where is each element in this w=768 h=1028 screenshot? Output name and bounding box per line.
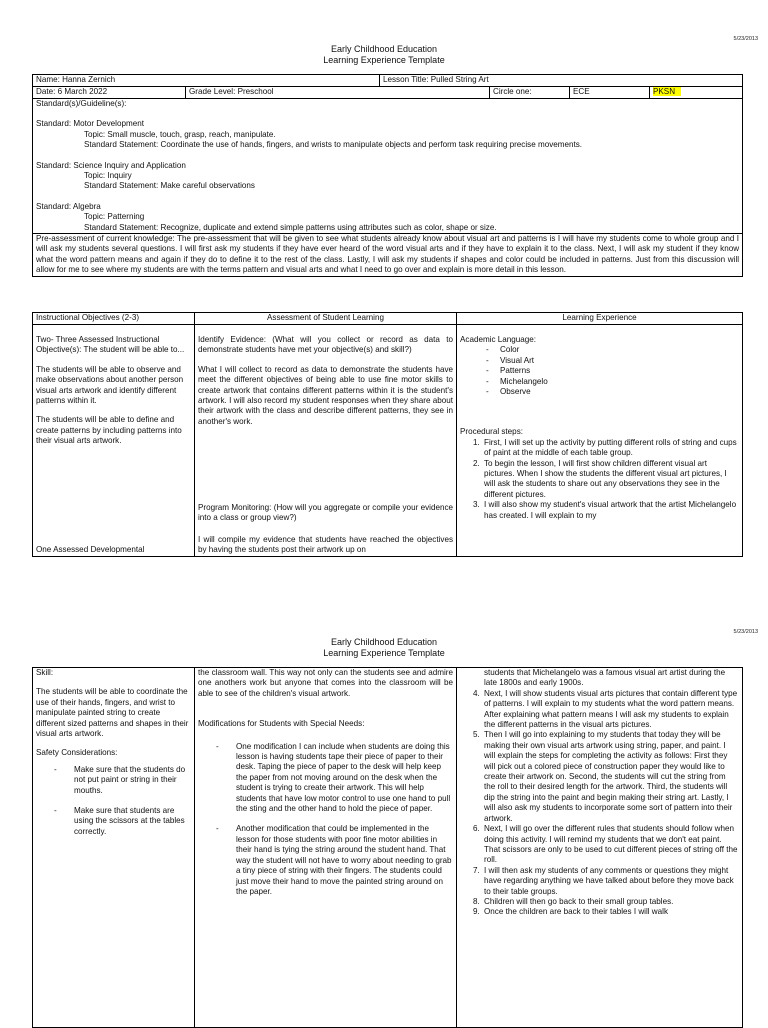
doc-title-line2: Learning Experience Template	[323, 55, 445, 65]
lesson-title-cell: Lesson Title: Pulled String Art	[380, 75, 743, 87]
doc-title-line2: Learning Experience Template	[323, 648, 445, 658]
modifications-heading: Modifications for Students with Special Needs:	[198, 719, 365, 729]
standard-1-statement: Standard Statement: Coordinate the use of hands, fingers, and wrists to manipulate objects and perform task requiring precise movements.	[84, 140, 583, 150]
standard-3: Standard: Algebra	[36, 201, 101, 211]
page-date: 5/23/2013	[733, 36, 758, 42]
doc-title-line1: Early Childhood Education	[330, 44, 438, 54]
skill-cell	[33, 668, 195, 1028]
standards-cell	[33, 99, 743, 234]
name-cell: Name: Hanna Zernich	[33, 75, 380, 87]
evidence-collect: What I will collect to record as data to demonstrate the students have meet the different objectives of being able to use fine motor skills to create artwork that contains different patterns within it is the student's artwork. I will also record my student responses when they share about their artwork with the class and describe different patterns, they see in another's work.	[198, 364, 453, 426]
assessment-continued: the classroom wall. This way not only can the students see and admire one anothers work but anyone that comes into the classroom will be able to see of the children's visual artwork.	[198, 668, 453, 698]
step-item: 6. Next, I will go over the different rules that students should follow when doing this activity. I will remind my students that we don't eat paint. That scissors are only to be used to cut different pieces of string off the roll.	[482, 824, 739, 866]
vocab-list	[460, 345, 739, 397]
modifications-list	[198, 742, 453, 898]
learning-cell-continued	[457, 668, 743, 1028]
objectives-table-continued	[32, 667, 743, 1028]
page-date: 5/23/2013	[733, 629, 758, 635]
step-item: 5. Then I will go into explaining to my students that today they will be making their own visual arts artwork using string, paper, and paint. I will explain the steps for completing the activity as follows: First they will pick out a colored piece of construction paper they would like to create their artwork on. Second, the students will cut the string from the roll to their desired length for the artwork. Third, the students will dip the string into the paint and begin making their string art. Lastly, I will also ask my students to incorporate some sort of pattern into their artwork.	[482, 730, 739, 824]
skill-heading: Skill:	[36, 668, 54, 677]
pksn-highlight: PKSN	[653, 87, 681, 96]
standard-3-statement: Standard Statement: Recognize, duplicate and extend simple patterns using attributes such as color, shape or size.	[84, 222, 497, 232]
preassessment-cell: Pre-assessment of current knowledge: The pre-assessment that will be given to see what students already know about visual art and patterns is I will have my students come to whole group and I will ask my students several questions. I will first ask my students if they have ever heard of the word visual arts and if they have to explain it to the class. Next, I will ask my student if they know what the word pattern means and again if they do to define it to the rest of the class. Lastly, I will ask my students if shapes and color could be included in patterns. Just from this discussion will allow for me to see where my students are with the terms pattern and visual arts and what I need to go over and explain is more detail in this lesson.	[33, 234, 743, 277]
safety-heading: Safety Considerations:	[36, 748, 118, 758]
procedural-steps	[460, 438, 739, 521]
modification-item: - One modification I can include when students are doing this lesson is having students tape their piece of paper to their desk. Taping the piece of paper to the desk will help keep the paper from not moving around on the desk when the student is trying to create their artwork. This will help students that have low motor control to use one hand to pull the sting and the other hand to hold the piece of paper.	[216, 742, 453, 815]
step-item: 3. I will also show my student's visual artwork that the artist Michelangelo has created. I will explain to my	[482, 500, 739, 521]
circle-pksn-cell	[650, 87, 743, 99]
circle-ece-cell: ECE	[570, 87, 650, 99]
lesson-info-table	[32, 74, 743, 277]
col-header-assessment: Assessment of Student Learning	[195, 313, 457, 325]
assessment-cell	[195, 325, 457, 557]
step-item: 9. Once the children are back to their tables I will walk	[482, 907, 739, 917]
vocab-item: - Michelangelo	[486, 377, 739, 387]
vocab-item: - Color	[486, 345, 739, 355]
objectives-intro: Two- Three Assessed Instructional Objective(s): The student will be able to...	[36, 335, 185, 355]
date-cell: Date: 6 March 2022	[33, 87, 186, 99]
procedural-steps-continued	[460, 689, 739, 918]
standard-2-statement: Standard Statement: Make careful observations	[84, 181, 255, 191]
safety-item: - Make sure that students are using the scissors at the tables correctly.	[54, 806, 191, 837]
vocab-item: - Visual Art	[486, 356, 739, 366]
grade-level-cell: Grade Level: Preschool	[186, 87, 490, 99]
step-item: 8. Children will then go back to their small group tables.	[482, 897, 739, 907]
modification-item: - Another modification that could be implemented in the lesson for those students with poor fine motor abilities in their hand is tying the string around the student hand. That way the student will not have to worry about needing to grab a tiny piece of string with their fingers. The students could just move their hand to move the painted string around on the paper.	[216, 824, 453, 897]
page-2	[0, 620, 768, 1024]
step-item: 4. Next, I will show students visual arts pictures that contain different type of patterns. I will explain to my students what the word pattern means. After explaining what pattern means I will ask my students to explain the different patterns in the visual arts pictures.	[482, 689, 739, 731]
assessment-cell-continued	[195, 668, 457, 1028]
standards-heading: Standard(s)/Guideline(s):	[36, 99, 127, 108]
step-item: 2. To begin the lesson, I will first show children different visual art pictures. When I show the students the different visual art pictures, I will ask the students to share out any observations they see in the different pictures.	[482, 459, 739, 501]
col-header-objectives: Instructional Objectives (2-3)	[33, 313, 195, 325]
step-item: 1. First, I will set up the activity by putting different rolls of string and cups of paint at the middle of each table group.	[482, 438, 739, 459]
vocab-item: - Observe	[486, 387, 739, 397]
evidence-compile: I will compile my evidence that students have reached the objectives by having the students post their artwork up on	[198, 535, 453, 555]
skill-text: The students will be able to coordinate the use of their hands, fingers, and wrist to manipulate painted string to create different sized patterns and shapes in their visual arts artwork.	[36, 687, 189, 739]
academic-language-heading: Academic Language:	[460, 335, 537, 344]
doc-title-line1: Early Childhood Education	[330, 637, 438, 647]
standard-1-topic: Topic: Small muscle, touch, grasp, reach, manipulate.	[84, 129, 276, 139]
safety-item: - Make sure that the students do not put paint or string in their mouths.	[54, 765, 191, 796]
objective-1: The students will be able to observe and make observations about another person visual arts artwork and identify different patterns within it.	[36, 364, 184, 406]
standard-2-topic: Topic: Inquiry	[84, 171, 132, 181]
col-header-learning: Learning Experience	[457, 313, 743, 325]
step-item: 7. I will then ask my students of any comments or questions they might have regarding anything we have talked about before they move back to their table groups.	[482, 866, 739, 897]
steps-continued: students that Michelangelo was a famous visual art artist during the late 1800s and early 1900s.	[484, 668, 726, 688]
safety-list	[36, 765, 191, 837]
standard-3-topic: Topic: Patterning	[84, 212, 145, 222]
procedural-heading: Procedural steps:	[460, 427, 523, 437]
vocab-item: - Patterns	[486, 366, 739, 376]
learning-cell	[457, 325, 743, 557]
standard-1: Standard: Motor Development	[36, 119, 144, 129]
standard-2: Standard: Science Inquiry and Application	[36, 160, 186, 170]
objectives-table	[32, 312, 743, 557]
developmental-label: One Assessed Developmental	[36, 544, 145, 554]
circle-one-cell: Circle one:	[490, 87, 570, 99]
objectives-cell	[33, 325, 195, 557]
objective-2: The students will be able to define and create patterns by including patterns into their visual arts artwork.	[36, 415, 182, 446]
identify-evidence: Identify Evidence: (What will you collect or record as data to demonstrate students have met your objective(s) and skill?)	[198, 335, 453, 355]
program-monitoring: Program Monitoring: (How will you aggregate or compile your evidence into a class or group view?)	[198, 503, 453, 523]
